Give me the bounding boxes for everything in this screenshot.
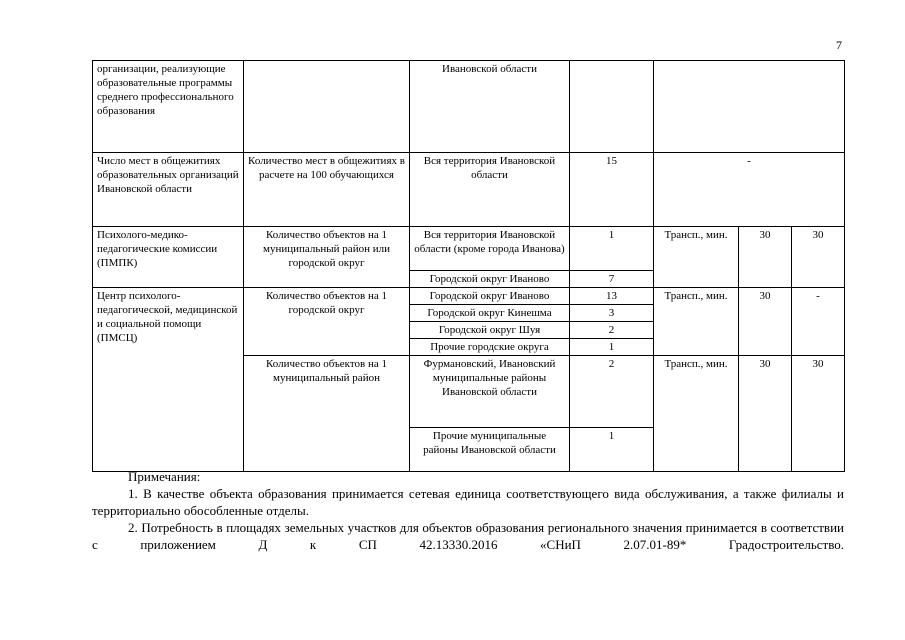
cell-accessibility: - [654, 153, 845, 227]
cell-accessibility-value: 30 [739, 288, 792, 356]
cell-accessibility-empty [654, 61, 845, 153]
cell-accessibility-value: - [792, 288, 845, 356]
table-row-dormitory [93, 153, 845, 227]
cell-unit: Количество мест в общежитиях в расчете на 100 обучающихся [244, 153, 410, 227]
cell-unit-empty [244, 61, 410, 153]
page-number: 7 [836, 38, 842, 52]
cell-accessibility-type: Трансп., мин. [654, 356, 739, 472]
table-row-pmpk [93, 227, 845, 271]
cell-value: 7 [570, 271, 654, 288]
notes-heading: Примечания: [128, 469, 201, 484]
table-row-continuation [93, 61, 845, 153]
table-row-pmsc [93, 288, 845, 305]
note-item: 2. Потребность в площадях земельных участков для объектов образования регионального значения принимается в соответствии с приложением Д к СП 42.13330.2016 «СНиП 2.07.01-89* Градостроительство. [92, 520, 844, 552]
cell-value: 15 [570, 153, 654, 227]
cell-accessibility-value: 30 [739, 227, 792, 288]
cell-value: 13 [570, 288, 654, 305]
cell-value: 2 [570, 322, 654, 339]
cell-indicator: Центр психолого-педагогической, медицинской и социальной помощи (ПМСЦ) [93, 288, 244, 472]
cell-accessibility-value: 30 [739, 356, 792, 472]
note-item: 1. В качестве объекта образования принимается сетевая единица соответствующего вида обслуживания, а также филиалы и территориально обособленные отделы. [92, 486, 844, 518]
cell-territory: Прочие муниципальные районы Ивановской области [410, 428, 570, 472]
cell-territory: Ивановской области [410, 61, 570, 153]
cell-unit: Количество объектов на 1 городской округ [244, 288, 410, 356]
cell-territory: Городской округ Шуя [410, 322, 570, 339]
cell-indicator: организации, реализующие образовательные программы среднего профессионального образования [93, 61, 244, 153]
cell-territory: Прочие городские округа [410, 339, 570, 356]
cell-accessibility-type: Трансп., мин. [654, 288, 739, 356]
cell-unit: Количество объектов на 1 муниципальный район [244, 356, 410, 472]
cell-indicator: Психолого-медико-педагогические комиссии (ПМПК) [93, 227, 244, 288]
notes-section [92, 468, 844, 553]
cell-value: 1 [570, 339, 654, 356]
cell-indicator: Число мест в общежитиях образовательных организаций Ивановской области [93, 153, 244, 227]
cell-accessibility-value: 30 [792, 227, 845, 288]
cell-value: 3 [570, 305, 654, 322]
cell-territory: Городской округ Иваново [410, 288, 570, 305]
cell-value: 2 [570, 356, 654, 428]
cell-value: 1 [570, 428, 654, 472]
cell-territory: Городской округ Иваново [410, 271, 570, 288]
cell-territory: Вся территория Ивановской области [410, 153, 570, 227]
planning-standards-table [92, 60, 845, 472]
cell-accessibility-type: Трансп., мин. [654, 227, 739, 288]
cell-value-empty [570, 61, 654, 153]
cell-unit: Количество объектов на 1 муниципальный район или городской округ [244, 227, 410, 288]
cell-accessibility-value: 30 [792, 356, 845, 472]
cell-value: 1 [570, 227, 654, 271]
cell-territory: Фурмановский, Ивановский муниципальные районы Ивановской области [410, 356, 570, 428]
cell-territory: Вся территория Ивановской области (кроме города Иванова) [410, 227, 570, 271]
cell-territory: Городской округ Кинешма [410, 305, 570, 322]
